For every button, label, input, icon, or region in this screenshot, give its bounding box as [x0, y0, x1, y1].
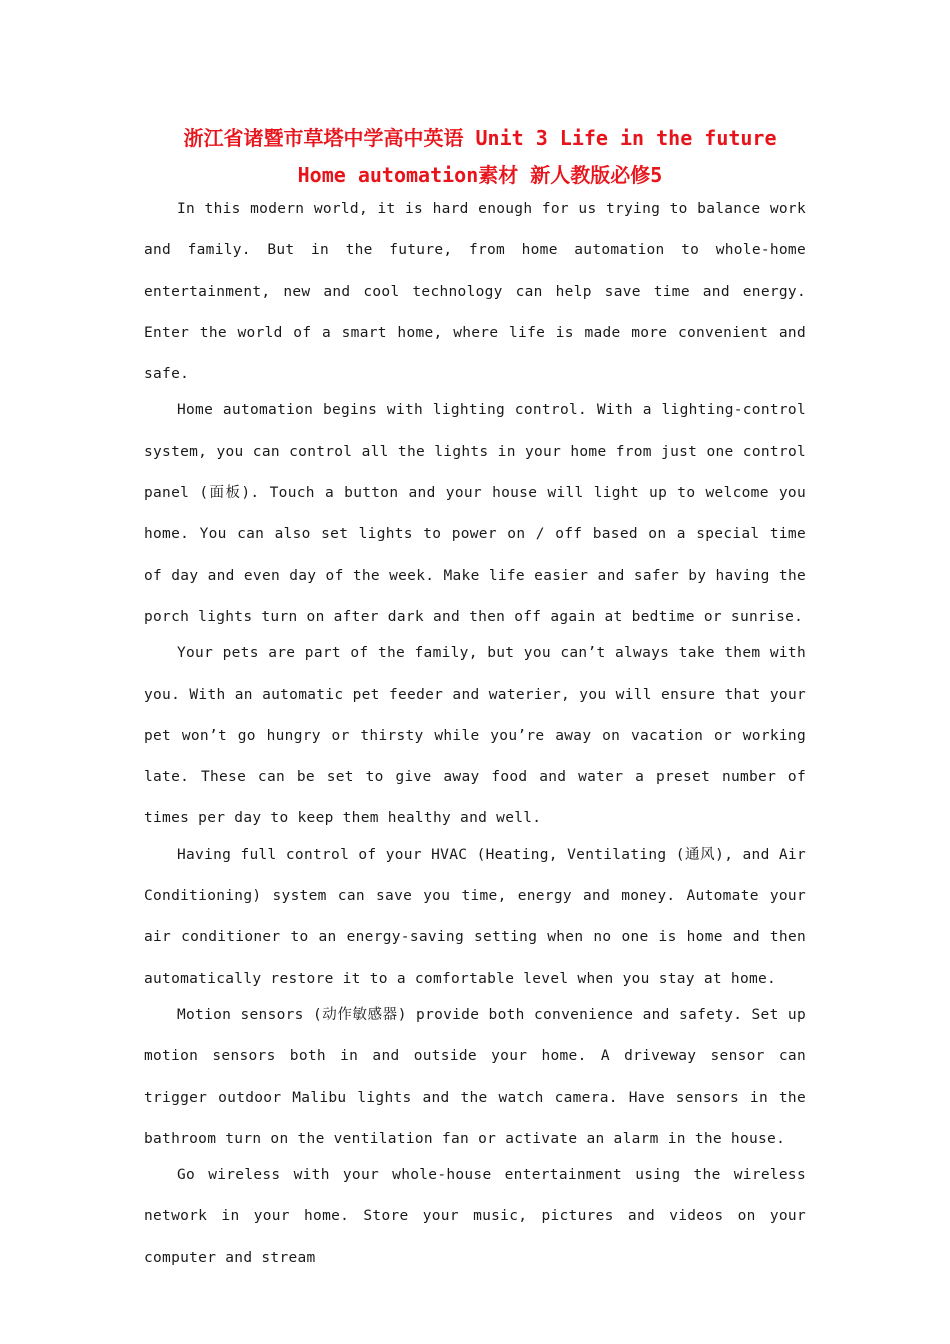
document-title-line-1: 浙江省诸暨市草塔中学高中英语 Unit 3 Life in the future: [183, 126, 777, 150]
paragraph-wireless: Go wireless with your whole-house entertainment using the wireless network in your home. Store your music, pictures and videos on your computer and stream: [144, 1167, 806, 1266]
paragraph-pets: Your pets are part of the family, but you can’t always take them with you. With an automatic pet feeder and waterier, you will ensure that your pet won’t go hungry or thirsty while you’re away on vacation or working late. These can be set to give away food and water a preset number of times per day to keep them healthy and well.: [144, 645, 806, 827]
document-title-line-2: Home automation素材 新人教版必修5: [297, 163, 663, 187]
paragraph-lighting: Home automation begins with lighting control. With a lighting-control system, you can control all the lights in your home from just one control panel (面板). Touch a button and your house will light up to welcome you home. You can also set lights to power on / off based on a special time of day and even day of the week. Make life easier and safer by having the porch lights turn on after dark and then off again at bedtime or sunrise.: [144, 402, 806, 625]
paragraph-hvac: Having full control of your HVAC (Heating, Ventilating (通风), and Air Conditioning) system can save you time, energy and money. Automate your air conditioner to an energy-saving setting when no one is home and then automatically restore it to a comfortable level when you stay at home.: [144, 846, 806, 987]
paragraph-intro: In this modern world, it is hard enough for us trying to balance work and family. But in the future, from home automation to whole-home entertainment, new and cool technology can help save time and energy. Enter the world of a smart home, where life is made more convenient and safe.: [144, 201, 806, 383]
document-body: [144, 189, 806, 1274]
paragraph-motion-sensors: Motion sensors (动作敏感器) provide both convenience and safety. Set up motion sensors both in and outside your home. A driveway sensor can trigger outdoor Malibu lights and the watch camera. Have sensors in the bathroom turn on the ventilation fan or activate an alarm in the house.: [144, 1006, 806, 1147]
